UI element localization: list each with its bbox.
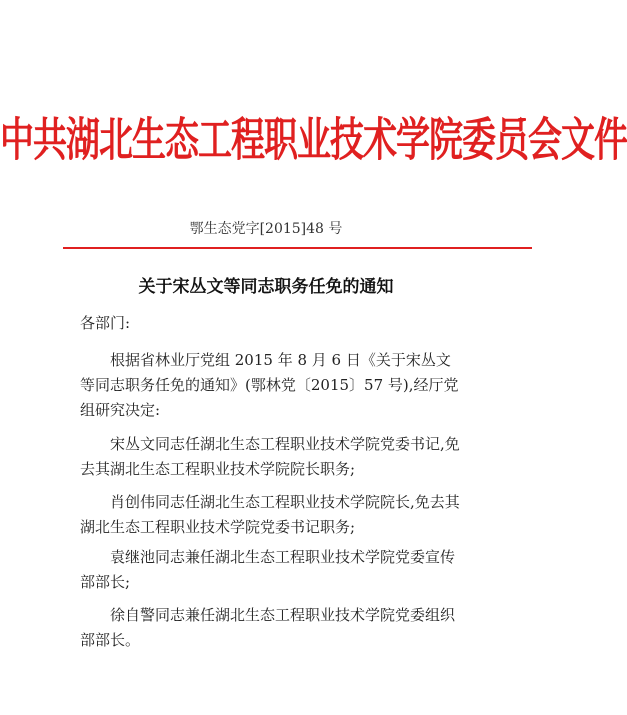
body-paragraph-3: 肖创伟同志任湖北生态工程职业技术学院院长,免去其湖北生态工程职业技术学院党委书记职务; <box>80 493 460 536</box>
body-paragraph-2: 宋丛文同志任湖北生态工程职业技术学院党委书记,免去其湖北生态工程职业技术学院院长职务; <box>80 435 460 478</box>
body-paragraph-1: 根据省林业厅党组 2015 年 8 月 6 日《关于宋丛文等同志职务任免的通知》(鄂林党〔2015〕57 号),经厅党组研究决定: <box>80 351 459 419</box>
body-paragraph-4: 袁继池同志兼任湖北生态工程职业技术学院党委宣传部部长; <box>80 548 456 591</box>
red-header-title: 中共湖北生态工程职业技术学院委员会文件 <box>0 113 627 168</box>
body-paragraph-5: 徐自警同志兼任湖北生态工程职业技术学院党委组织部部长。 <box>80 606 456 649</box>
document-number: 鄂生态党字[2015]48 号 <box>189 221 343 237</box>
addressee: 各部门: <box>80 314 131 332</box>
document-title: 关于宋丛文等同志职务任免的通知 <box>138 277 394 297</box>
red-divider-line <box>63 247 532 249</box>
